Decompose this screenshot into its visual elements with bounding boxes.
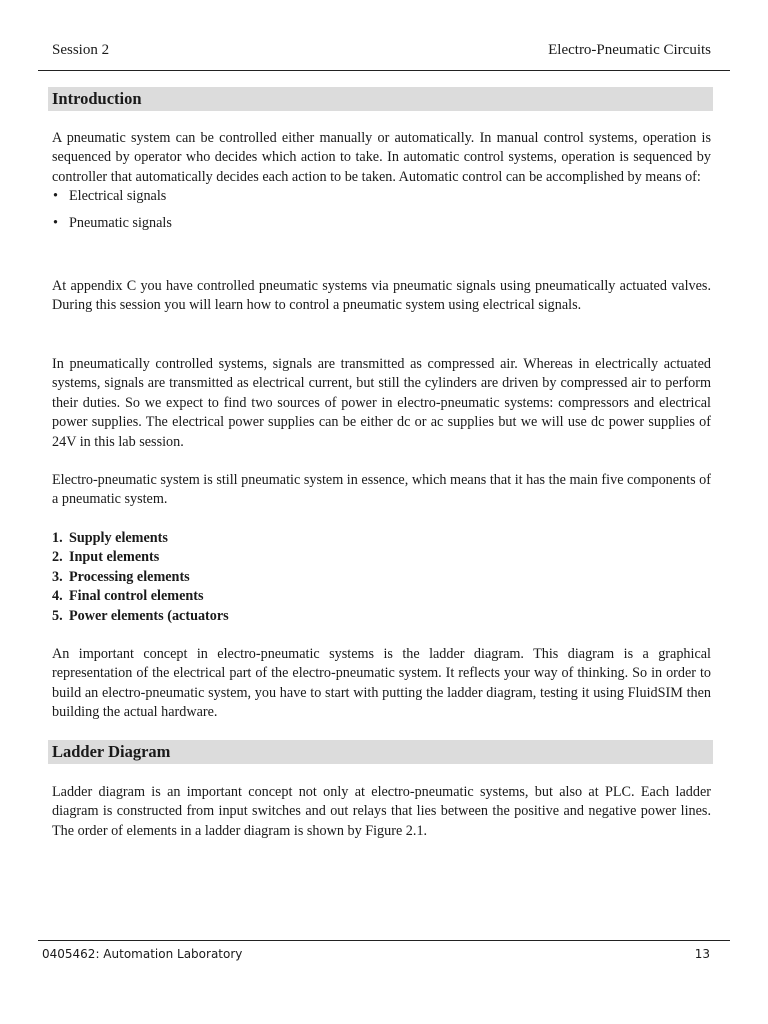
intro-paragraph-3-block — [52, 355, 711, 452]
list-item: 5. Power elements (actuators — [52, 607, 229, 624]
header-rule — [38, 70, 730, 71]
components-numbered-list — [52, 529, 711, 626]
intro-paragraph-4: Electro-pneumatic system is still pneumatic system in essence, which means that it has the main five components of a pneumatic system. — [52, 472, 711, 508]
list-item: 3. Processing elements — [52, 568, 190, 585]
intro-paragraph-2: At appendix C you have controlled pneumatic systems via pneumatic signals using pneumatically actuated valves. During this session you will learn how to control a pneumatic system using electrical signals. — [52, 278, 711, 314]
ladder-paragraph-1: Ladder diagram is an important concept not only at electro-pneumatic systems, but also at PLC. Each ladder diagram is constructed from input switches and out relays that lies between the positive and negative power lines. The order of elements in a ladder diagram is shown by Figure 2.1. — [52, 784, 711, 839]
footer-rule — [38, 940, 730, 941]
signal-bullet-list — [52, 187, 711, 233]
intro-paragraph-3: In pneumatically controlled systems, signals are transmitted as compressed air. Whereas in electrically actuated systems, signals are transmitted as electrical current, but still the cylinders are driven by compressed air to perform their duties. So we expect to find two sources of power in electro-pneumatic systems: compressors and electrical power supplies. The electrical power supplies can be either dc or ac supplies but we will use dc power supplies of 24V in this lab session. — [52, 356, 711, 450]
footer-course-title: 0405462: Automation Laboratory — [42, 947, 243, 961]
intro-paragraph-2-block — [52, 277, 711, 316]
page-number: 13 — [694, 947, 710, 961]
section-heading-introduction: Introduction — [48, 87, 713, 111]
list-item: 1. Supply elements — [52, 530, 168, 546]
page-header — [52, 42, 711, 62]
intro-paragraph-5-block — [52, 645, 711, 723]
bullet-item: • Electrical signals — [52, 187, 711, 206]
intro-paragraph-5: An important concept in electro-pneumatic systems is the ladder diagram. This diagram is a graphical representation of the electrical part of the electro-pneumatic system. It reflects your way of thinking. So in order to build an electro-pneumatic system, you have to start with putting the ladder diagram, testing it using FluidSIM then building the actual hardware. — [52, 646, 711, 721]
list-item: 2. Input elements — [52, 549, 160, 566]
intro-paragraph-4-block — [52, 471, 711, 510]
intro-paragraph-1: A pneumatic system can be controlled either manually or automatically. In manual control systems, operation is sequenced by operator who decides which action to take. In automatic control systems, operation is sequenced by controller that automatically decides each action to be taken. Automatic control can be accomplished by means of: — [52, 130, 711, 185]
components-block — [52, 529, 711, 626]
bullet-item: • Pneumatic signals — [52, 214, 711, 233]
header-chapter-title: Electro-Pneumatic Circuits — [548, 42, 711, 58]
list-item: 4. Final control elements — [52, 588, 204, 605]
section-heading-ladder-diagram: Ladder Diagram — [48, 740, 713, 764]
ladder-body — [52, 783, 711, 841]
header-session: Session 2 — [52, 42, 110, 58]
introduction-body — [52, 129, 711, 233]
